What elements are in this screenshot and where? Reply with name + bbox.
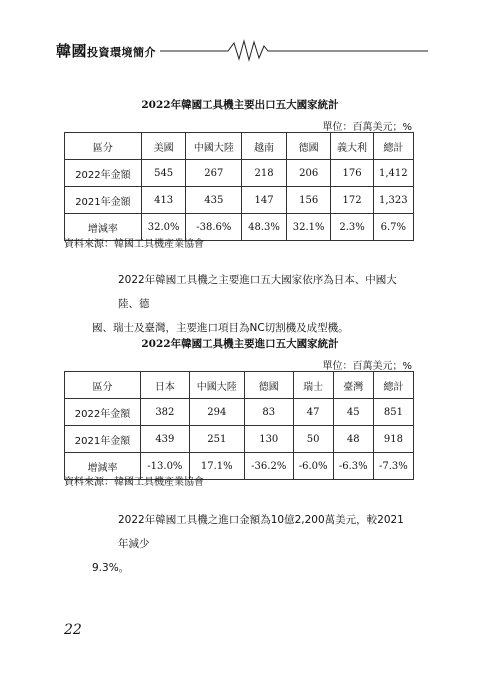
table-cell: 45 [333, 399, 373, 426]
paragraph-1-line-1: 2022年韓國工具機之主要進口五大國家依序為日本、中國大陸、德 [118, 274, 397, 310]
table-cell: 17.1% [189, 453, 244, 480]
table-header-cell: 區分 [65, 133, 142, 160]
paragraph-2 [92, 508, 414, 580]
table-header-cell: 越南 [242, 133, 287, 160]
table-header-cell: 中國大陸 [186, 133, 242, 160]
table-cell: 48.3% [242, 214, 287, 241]
table-header-cell: 臺灣 [333, 372, 373, 399]
page-number: 22 [64, 622, 82, 638]
table-cell: 47 [293, 399, 333, 426]
table-header-cell: 德國 [286, 133, 331, 160]
table-cell: 增減率 [65, 214, 142, 241]
table-cell: 2022年金額 [65, 160, 142, 187]
table-cell: 32.1% [286, 214, 331, 241]
table-cell: -6.0% [293, 453, 333, 480]
table-cell: 32.0% [141, 214, 186, 241]
table-header-row [65, 372, 414, 399]
table-row [65, 426, 414, 453]
table-header-cell: 義大利 [331, 133, 373, 160]
table-header-row [65, 133, 414, 160]
table-cell: 1,412 [373, 160, 413, 187]
table-cell: 545 [141, 160, 186, 187]
table-cell: 435 [186, 187, 242, 214]
table-cell: 156 [286, 187, 331, 214]
table-cell: -6.3% [333, 453, 373, 480]
header-title-main: 韓國 [56, 42, 88, 60]
page-header [56, 38, 428, 62]
paragraph-1 [92, 268, 414, 340]
table-header-cell: 德國 [244, 372, 293, 399]
paragraph-2-line-1: 2022年韓國工具機之進口金額為10億2,200萬美元，較2021年減少 [118, 514, 404, 550]
table-cell: 172 [331, 187, 373, 214]
table-cell: -7.3% [373, 453, 413, 480]
table-cell: 2.3% [331, 214, 373, 241]
table-row [65, 160, 414, 187]
header-title [56, 40, 156, 61]
table-cell: 83 [244, 399, 293, 426]
table-row [65, 187, 414, 214]
table-cell: 50 [293, 426, 333, 453]
paragraph-2-line-2: 9.3%。 [92, 562, 130, 574]
table-cell: 218 [242, 160, 287, 187]
table2-unit: 單位：百萬美元；% [322, 361, 412, 372]
table1-unit: 單位：百萬美元；% [322, 122, 412, 133]
table-header-cell: 中國大陸 [189, 372, 244, 399]
table-cell: 48 [333, 426, 373, 453]
table-cell: 267 [186, 160, 242, 187]
table-header-cell: 區分 [65, 372, 141, 399]
import-table [64, 371, 414, 480]
table-cell: 294 [189, 399, 244, 426]
table-header-cell: 美國 [141, 133, 186, 160]
table-cell: 413 [141, 187, 186, 214]
table-cell: 176 [331, 160, 373, 187]
table-cell: 6.7% [373, 214, 413, 241]
table-cell: 2021年金額 [65, 187, 142, 214]
table2-caption: 2022年韓國工具機主要進口五大國家統計 [141, 338, 339, 350]
table-cell: 851 [373, 399, 413, 426]
header-title-sub: 投資環境簡介 [87, 46, 157, 59]
table2-source: 資料來源：韓國工具機產業協會 [64, 477, 204, 488]
table-cell: 2021年金額 [65, 426, 141, 453]
table-cell: 206 [286, 160, 331, 187]
table1-source: 資料來源：韓國工具機產業協會 [64, 239, 204, 250]
export-table [64, 132, 414, 241]
table-row [65, 399, 414, 426]
table-cell: 918 [373, 426, 413, 453]
table-cell: 382 [141, 399, 190, 426]
table-cell: 147 [242, 187, 287, 214]
table-cell: -38.6% [186, 214, 242, 241]
table-cell: 1,323 [373, 187, 413, 214]
table-cell: 251 [189, 426, 244, 453]
table-cell: 439 [141, 426, 190, 453]
table-cell: -36.2% [244, 453, 293, 480]
paragraph-1-line-2: 國、瑞士及臺灣，主要進口項目為NC切割機及成型機。 [92, 322, 349, 334]
table-cell: 增減率 [65, 453, 141, 480]
table-header-cell: 瑞士 [293, 372, 333, 399]
table-cell: 2022年金額 [65, 399, 141, 426]
table1-caption: 2022年韓國工具機主要出口五大國家統計 [141, 99, 339, 111]
table-cell: -13.0% [141, 453, 190, 480]
table-header-cell: 總計 [373, 133, 413, 160]
table-cell: 130 [244, 426, 293, 453]
table-header-cell: 日本 [141, 372, 190, 399]
table-header-cell: 總計 [373, 372, 413, 399]
